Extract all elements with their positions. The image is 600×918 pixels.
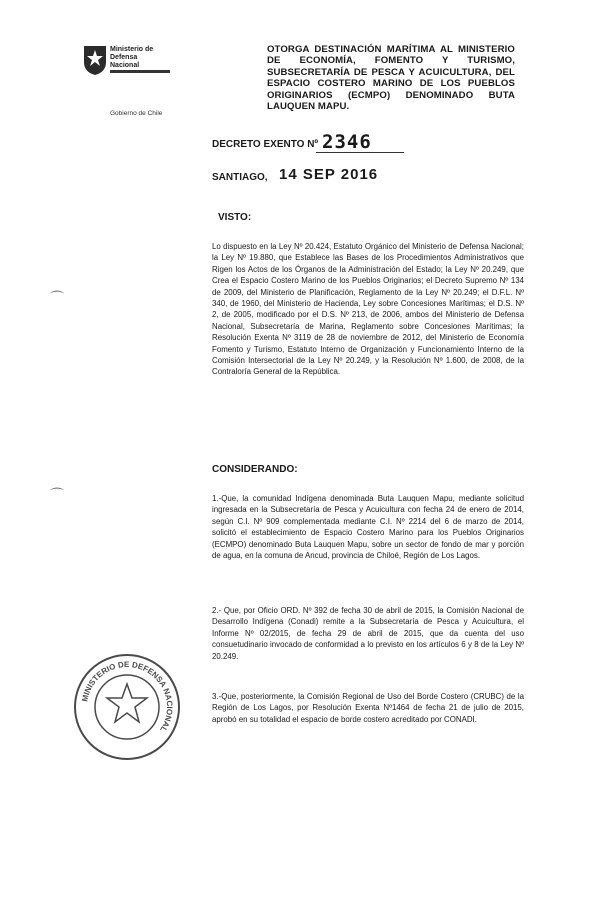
official-seal-stamp (72, 652, 182, 762)
svg-text:MINISTERIO DE DEFENSA NACIONAL (80, 660, 174, 734)
decreto-label: DECRETO EXENTO Nº (212, 139, 319, 150)
margin-mark: ⌒ (50, 487, 64, 503)
coat-of-arms-icon (82, 44, 108, 76)
logo-divider (110, 70, 170, 73)
document-title: OTORGA DESTINACIÓN MARÍTIMA AL MINISTERIO DE ECONOMÍA, FOMENTO Y TURISMO, SUBSECRETARÍA DE PESCA Y ACUICULTURA, DEL ESPACIO COSTERO MARINO DE LOS PUEBLOS ORIGINARIOS (ECMPO) DENOMINADO BUTA LAUQUEN MAPU. (267, 44, 515, 113)
logo-text: Ministerio de Defensa Nacional (110, 46, 154, 69)
santiago-date-stamp: 14 SEP 2016 (279, 166, 379, 183)
decreto-number: 2346 (322, 131, 372, 153)
considerando-item-1: 1.-Que, la comunidad Indígena denominada Buta Lauquen Mapu, mediante solicitud ingresada en la Subsecretaría de Pesca y Acuicultura con fecha 24 de enero de 2014, según C.I. Nº 909 complementada mediante C.I. Nº 2214 del 6 de marzo de 2014, solicitó el establecimiento de Espacio Costero Marino para los Pueblos Originarios (ECMPO) denominado Buta Lauquen Mapu, sobre un sector de fondo de mar y porción de agua, en la comuna de Ancud, provincia de Chiloé, Región de Los Lagos. (212, 494, 524, 561)
decreto-underline (316, 152, 404, 153)
logo-subtext: Gobierno de Chile (110, 110, 163, 117)
ministry-logo (80, 42, 172, 122)
considerando-item-3: 3.-Que, posteriormente, la Comisión Regional de Uso del Borde Costero (CRUBC) de la Región de Los Lagos, por Resolución Exenta Nº1464 de fecha 21 de julio de 2015, aprobó en su totalidad el espacio de borde costero acreditado por CONADI. (212, 692, 524, 724)
visto-text: Lo dispuesto en la Ley Nº 20.424, Estatuto Orgánico del Ministerio de Defensa Nacional; la Ley Nº 19.880, que Establece las Bases de los Procedimientos Administrativos que Rigen los Actos de los Órganos de la Administración del Estado; la Ley Nº 20.249, que Crea el Espacio Costero Marino de los Pueblos Originarios; el Decreto Supremo Nº 134 de 2009, del Ministerio de Planificación, Reglamento de la Ley Nº 20.249; el D.F.L. Nº 340, de 1960, del Ministerio de Hacienda, Ley sobre Concesiones Marítimas; el D.S. Nº 2, de 2005, modificado por el D.S. Nº 213, de 2006, ambos del Ministerio de Defensa Nacional, Subsecretaría de Marina, Reglamento sobre Concesiones Marítimas; la Resolución Exenta Nº 3119 de 28 de noviembre de 2012, del Ministerio de Economía Fomento y Turismo, Estatuto Interno de Organización y Funcionamiento Interno de la Comisión Intersectorial de la Ley Nº 20.249, y la Resolución Nº 1.600, de 2008, de la Contraloría General de la República. (212, 242, 524, 377)
santiago-label: SANTIAGO, (212, 172, 268, 183)
seal-text: MINISTERIO DE DEFENSA NACIONAL (80, 659, 175, 734)
visto-heading: VISTO: (218, 212, 252, 223)
considerando-item-2: 2.- Que, por Oficio ORD. Nº 392 de fecha 30 de abril de 2015, la Comisión Nacional de Desarrollo Indígena (Conadi) remite a la Subsecretaría de Pesca y Acuicultura, el Informe Nº 02/2015, de fecha 29 de abril de 2015, que da cuenta del uso consuetudinario invocado de conformidad a lo previsto en los artículos 6 y 8 de la Ley Nº 20.249. (212, 606, 524, 661)
considerando-heading: CONSIDERANDO: (212, 464, 298, 475)
margin-mark: ⌒ (50, 290, 64, 306)
